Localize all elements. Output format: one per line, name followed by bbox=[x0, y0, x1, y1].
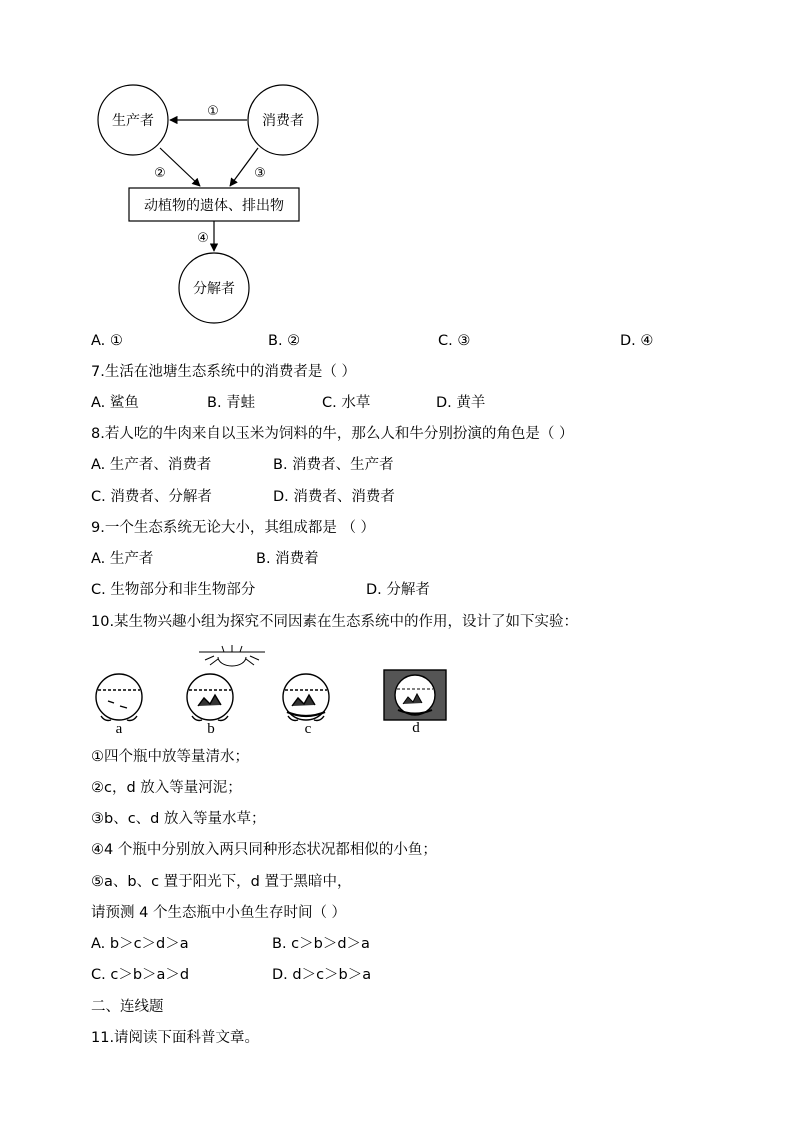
q9-option-b[interactable]: B. 消费着 bbox=[256, 551, 319, 567]
q6-option-d[interactable]: D. ④ bbox=[620, 333, 654, 349]
jar-d-icon bbox=[384, 670, 446, 720]
q9-option-a[interactable]: A. 生产者 bbox=[91, 551, 154, 567]
q10-step-2: ②c，d 放入等量河泥； bbox=[91, 780, 242, 796]
arrow-2 bbox=[160, 148, 200, 186]
q8-option-d[interactable]: D. 消费者、消费者 bbox=[273, 489, 395, 505]
jar-label-d: d bbox=[412, 720, 420, 736]
sun-icon bbox=[199, 645, 265, 666]
q8-stem: 8.若人吃的牛肉来自以玉米为饲料的牛，那么人和牛分别扮演的角色是（ ） bbox=[91, 426, 574, 442]
q7-option-b[interactable]: B. 青蛙 bbox=[207, 395, 256, 411]
q8-option-a[interactable]: A. 生产者、消费者 bbox=[91, 457, 212, 473]
q7-option-a[interactable]: A. 鲨鱼 bbox=[91, 395, 139, 411]
q10-stem: 10.某生物兴趣小组为探究不同因素在生态系统中的作用，设计了如下实验： bbox=[91, 614, 579, 630]
arrow-2-label: ② bbox=[154, 166, 166, 181]
q9-option-d[interactable]: D. 分解者 bbox=[366, 582, 430, 598]
q9-stem: 9.一个生态系统无论大小，其组成都是 （ ） bbox=[91, 520, 376, 536]
q10-step-1: ①四个瓶中放等量清水； bbox=[91, 749, 249, 765]
q7-option-c[interactable]: C. 水草 bbox=[322, 395, 371, 411]
q10-step-5: ⑤a、b、c 置于阳光下，d 置于黑暗中， bbox=[91, 874, 352, 890]
q10-option-c[interactable]: C. c＞b＞a＞d bbox=[91, 967, 190, 983]
q10-step-4: ④4 个瓶中分别放入两只同种形态状况都相似的小鱼； bbox=[91, 842, 437, 858]
jar-label-b: b bbox=[207, 721, 215, 737]
ecobottle-figure bbox=[0, 640, 794, 740]
arrow-3-label: ③ bbox=[254, 166, 266, 181]
ecosystem-diagram bbox=[0, 0, 794, 330]
q11-stem: 11.请阅读下面科普文章。 bbox=[91, 1030, 260, 1046]
q7-option-d[interactable]: D. 黄羊 bbox=[436, 395, 486, 411]
producer-label: 生产者 bbox=[112, 113, 154, 129]
q10-step-3: ③b、c、d 放入等量水草； bbox=[91, 811, 266, 827]
q10-option-a[interactable]: A. b＞c＞d＞a bbox=[91, 936, 189, 952]
q8-option-b[interactable]: B. 消费者、生产者 bbox=[273, 457, 394, 473]
jar-b-icon bbox=[187, 674, 233, 721]
arrow-1-label: ① bbox=[207, 104, 219, 119]
q6-option-b[interactable]: B. ② bbox=[268, 333, 301, 349]
jar-label-c: c bbox=[304, 721, 312, 737]
jar-label-a: a bbox=[115, 721, 123, 737]
jar-a-icon bbox=[96, 674, 142, 721]
q10-option-d[interactable]: D. d＞c＞b＞a bbox=[272, 967, 372, 983]
jar-c-icon bbox=[283, 674, 329, 721]
remains-label: 动植物的遗体、排出物 bbox=[144, 198, 284, 214]
q10-option-b[interactable]: B. c＞b＞d＞a bbox=[272, 936, 370, 952]
q7-stem: 7.生活在池塘生态系统中的消费者是（ ） bbox=[91, 364, 356, 380]
decomposer-label: 分解者 bbox=[193, 281, 235, 297]
q6-option-c[interactable]: C. ③ bbox=[438, 333, 471, 349]
section-heading: 二、连线题 bbox=[91, 999, 164, 1015]
consumer-label: 消费者 bbox=[262, 113, 304, 129]
q9-option-c[interactable]: C. 生物部分和非生物部分 bbox=[91, 582, 256, 598]
q10-question: 请预测 4 个生态瓶中小鱼生存时间（ ） bbox=[91, 905, 347, 921]
q8-option-c[interactable]: C. 消费者、分解者 bbox=[91, 489, 212, 505]
q6-option-a[interactable]: A. ① bbox=[91, 333, 123, 349]
arrow-4-label: ④ bbox=[197, 231, 209, 246]
